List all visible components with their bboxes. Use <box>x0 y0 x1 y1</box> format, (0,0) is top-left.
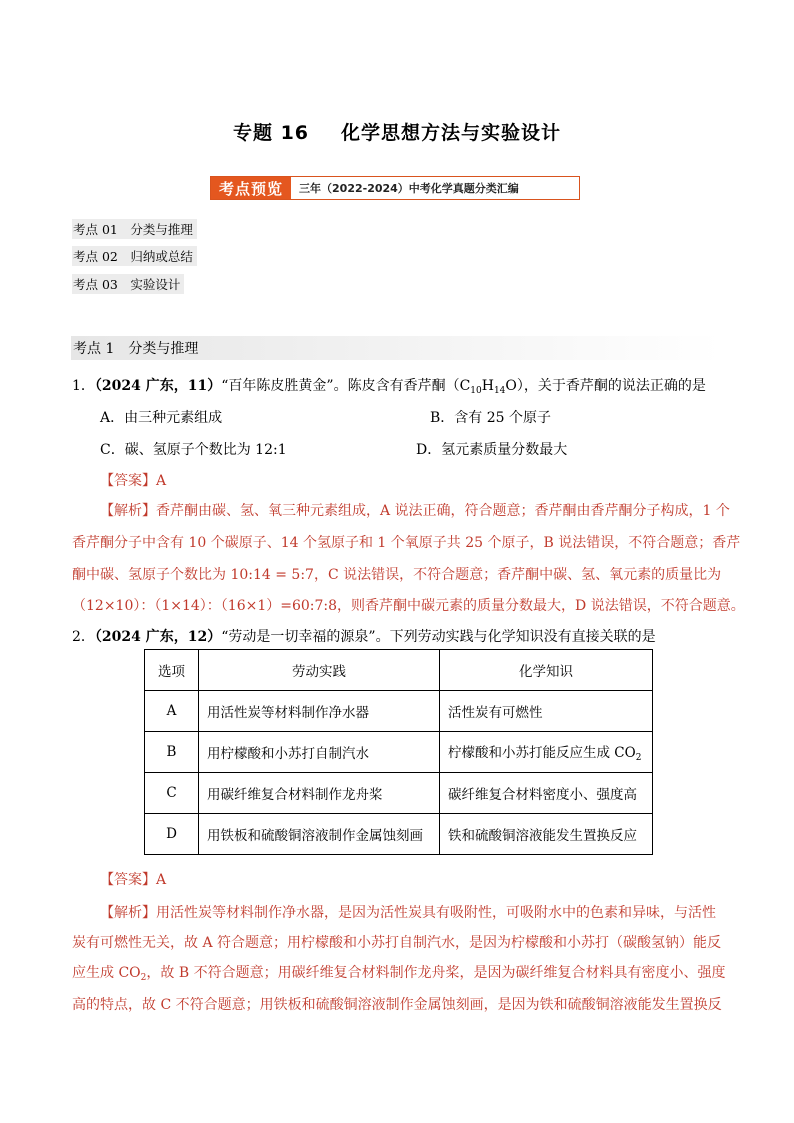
q2-analysis-text-3b: ，故 B 不符合题意；用碳纤维复合材料制作龙舟桨，是因为碳纤维复合材料具有密度小、强度 <box>146 965 726 981</box>
q2-analysis-tag: 【解析】 <box>100 905 156 921</box>
q1-option-c[interactable]: C．碳、氢原子个数比为 12:1 <box>100 442 287 458</box>
q2-source: （2024 广东，12） <box>94 629 222 645</box>
toc-item-3[interactable]: 考点 03 实验设计 <box>72 274 184 294</box>
q1-stem-a: “百年陈皮胜黄金”。陈皮含有香芹酮（C <box>221 378 471 394</box>
q1-analysis-text-1: 香芹酮由碳、氢、氧三种元素组成，A 说法正确，符合题意；香芹酮由香芹酮分子构成，1 个 <box>156 503 730 519</box>
table-cell: A <box>145 691 199 732</box>
page-title <box>0 118 794 145</box>
q2-stem <box>72 626 656 646</box>
co2-subscript: 2 <box>635 753 642 763</box>
q2-analysis-text-1: 用活性炭等材料制作净水器，是因为活性炭具有吸附性，可吸附水中的色素和异味，与活性 <box>156 905 716 921</box>
q1-analysis-line-1 <box>100 500 730 520</box>
table-cell: 活性炭有可燃性 <box>440 691 653 732</box>
table-header-row <box>145 650 653 691</box>
q2-number: 2． <box>72 629 95 645</box>
table-row <box>145 814 653 855</box>
q1-analysis-line-3: 酮中碳、氢原子个数比为 10:14 = 5:7，C 说法错误，不符合题意；香芹酮中碳、氢、氧元素的质量比为 <box>72 567 722 583</box>
q1-sub-c: 10 <box>470 386 482 396</box>
q1-analysis-tag: 【解析】 <box>100 503 156 519</box>
table-cell: 用活性炭等材料制作净水器 <box>199 691 440 732</box>
q2-analysis-line-4: 高的特点，故 C 不符合题意；用铁板和硫酸铜溶液制作金属蚀刻画，是因为铁和硫酸铜溶液能发生置换反 <box>72 997 722 1013</box>
q1-answer <box>100 470 166 490</box>
q2-stem-text: “劳动是一切幸福的源泉”。下列劳动实践与化学知识没有直接关联的是 <box>221 629 656 645</box>
table-cell: 用碳纤维复合材料制作龙舟桨 <box>199 773 440 814</box>
banner-tag: 考点预览 <box>211 177 291 199</box>
table-cell: 用柠檬酸和小苏打自制汽水 <box>199 732 440 773</box>
q1-analysis-line-2: 香芹酮分子中含有 10 个碳原子、14 个氢原子和 1 个氧原子共 25 个原子，B 说法错误，不符合题意；香芹 <box>72 535 741 551</box>
table-row <box>145 732 653 773</box>
section-heading-text: 考点 1 分类与推理 <box>73 341 199 357</box>
toc-item-1[interactable]: 考点 01 分类与推理 <box>72 219 197 239</box>
table-header-cell: 劳动实践 <box>199 650 440 691</box>
q1-stem-c: O），关于香芹酮的说法正确的是 <box>505 378 706 394</box>
table-row <box>145 773 653 814</box>
toc-item-2[interactable]: 考点 02 归纳或总结 <box>72 246 197 266</box>
q2-analysis-line-2: 炭有可燃性无关，故 A 符合题意；用柠檬酸和小苏打自制汽水，是因为柠檬酸和小苏打（碳酸氢钠）能反 <box>72 935 722 951</box>
q1-number: 1． <box>72 378 95 394</box>
co2-subscript: 2 <box>140 973 147 983</box>
q1-option-d[interactable]: D．氢元素质量分数最大 <box>416 442 568 458</box>
q1-stem <box>72 375 706 396</box>
table-cell: C <box>145 773 199 814</box>
title-text: 化学思想方法与实验设计 <box>341 122 562 144</box>
q1-stem-b: H <box>481 378 494 394</box>
q2-analysis-line-1 <box>100 902 716 922</box>
q2-table <box>144 649 653 855</box>
q1-answer-tag: 【答案】 <box>100 473 156 489</box>
table-header-cell: 化学知识 <box>440 650 653 691</box>
section-heading <box>71 336 721 360</box>
table-cell: D <box>145 814 199 855</box>
banner-subtitle: 三年（2022-2024）中考化学真题分类汇编 <box>299 182 519 195</box>
q1-option-a[interactable]: A．由三种元素组成 <box>100 410 223 426</box>
q1-sub-h: 14 <box>493 386 506 396</box>
table-cell: B <box>145 732 199 773</box>
table-cell-text: 柠檬酸和小苏打能反应生成 CO <box>448 745 636 761</box>
q1-source: （2024 广东，11） <box>94 378 222 394</box>
table-cell: 碳纤维复合材料密度小、强度高 <box>440 773 653 814</box>
table-row <box>145 691 653 732</box>
q2-analysis-line-3 <box>72 962 726 983</box>
table-header-cell: 选项 <box>145 650 199 691</box>
q1-analysis-line-4: （12×10）：（1×14）：（16×1）=60:7:8，则香芹酮中碳元素的质量分数最大，D 说法错误，不符合题意。 <box>72 598 745 614</box>
q2-answer <box>100 869 166 889</box>
table-cell <box>440 732 653 773</box>
table-cell: 用铁板和硫酸铜溶液制作金属蚀刻画 <box>199 814 440 855</box>
q2-answer-tag: 【答案】 <box>100 872 156 888</box>
q1-answer-value: A <box>156 473 167 489</box>
preview-banner <box>210 176 580 200</box>
q2-analysis-text-3a: 应生成 CO <box>72 965 141 981</box>
title-number: 专题 16 <box>232 122 310 144</box>
table-cell: 铁和硫酸铜溶液能发生置换反应 <box>440 814 653 855</box>
q2-answer-value: A <box>156 872 167 888</box>
q1-option-b[interactable]: B．含有 25 个原子 <box>430 410 552 426</box>
